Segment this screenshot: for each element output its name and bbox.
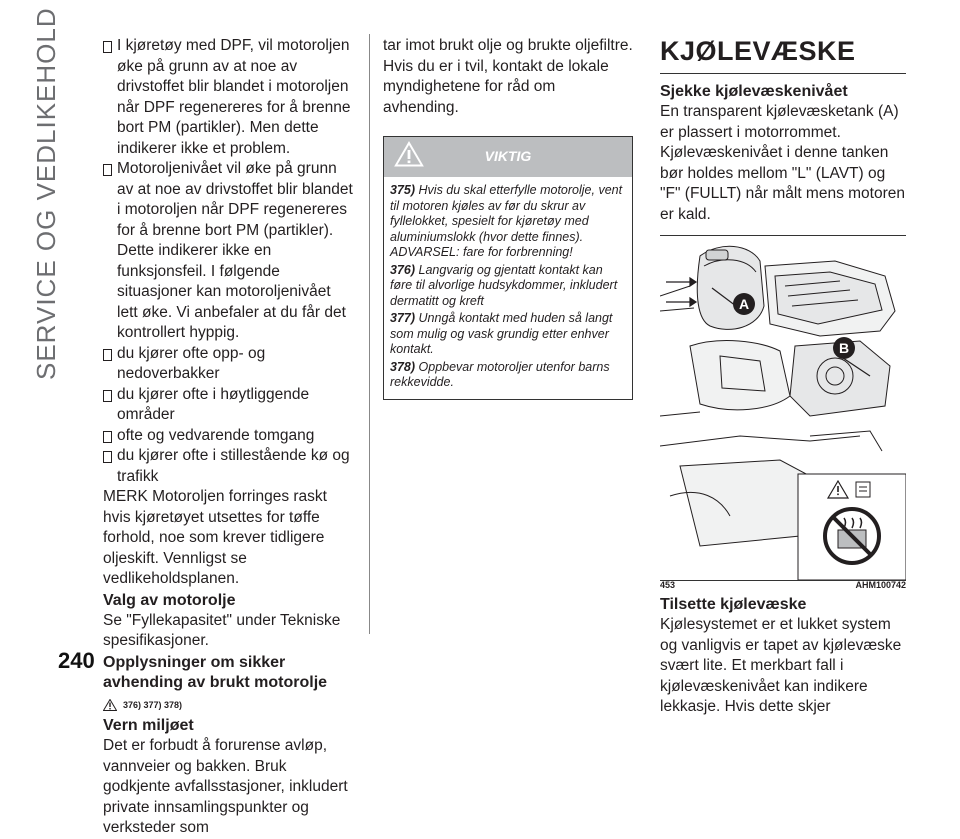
bullet-item: du kjører ofte i høytliggende områder: [103, 385, 355, 426]
checkbox-icon: [103, 451, 112, 463]
checkbox-icon: [103, 164, 112, 176]
warning-item: 375) Hvis du skal etterfylle motorolje, vent til motoren kjøles av før du skrur av fyllelokket, spesielt for kjøretøy med aluminiumslokk (hvor dette finnes). ADVARSEL: fare for forbrenning!: [390, 183, 623, 259]
column-divider: [369, 34, 370, 634]
no-open-when-hot-icon: [825, 509, 879, 563]
checkbox-icon: [103, 41, 112, 53]
warning-body: [384, 177, 632, 399]
figure-caption: [660, 575, 906, 596]
warning-item: 376) Langvarig og gjentatt kontakt kan føre til alvorlige hudsykdommer, inkludert dermatitt og kreft: [390, 262, 618, 308]
section-rule: [660, 73, 906, 74]
bullet-item: du kjører ofte opp- og nedoverbakker: [103, 344, 355, 385]
warning-item: 378) Oppbevar motoroljer utenfor barns rekkevidde.: [390, 359, 610, 389]
checkbox-icon: [103, 390, 112, 402]
section-title: KJØLEVÆSKE: [660, 36, 856, 66]
bullet-item: Motoroljenivået vil øke på grunn av at noe av drivstoffet blir blandet i motoroljen når DPF regenereres for å brenne bort PM (partikler). Dette indikerer ikke en funksjonsfeil. I følgende situasjoner kan motoroljenivået lett øke. Vi anbefaler at du får det kontrollert hyppig.: [103, 159, 355, 344]
checkbox-icon: [103, 349, 112, 361]
column-2: [383, 36, 635, 400]
checkbox-icon: [103, 431, 112, 443]
tilsette-paragraph: Kjølesystemet er et lukket system og vanligvis er tapet av kjølevæske svært lite. Et merkbart fall i kjølevæskenivået kan indikere lekkasje. Hvis dette skjer: [660, 616, 902, 715]
bullet-item: I kjøretøy med DPF, vil motoroljen øke på grunn av at noe av drivstoffet blir blandet i motoroljen når DPF regenereres for å brenne bort PM (partikler). Men dette indikerer ikke et problem.: [103, 36, 355, 159]
vern-paragraph: Det er forbudt å forurense avløp, vannveier og bakken. Bruk godkjente avfallsstasjoner, inkludert private innsamlingspunkter og verksteder som: [103, 737, 348, 836]
bullet-item: ofte og vedvarende tomgang: [103, 426, 355, 447]
figure-number: 453: [660, 579, 676, 590]
warning-item: 377) Unngå kontakt med huden så langt som mulig og vask grundig etter enhver kontakt.: [390, 311, 613, 356]
engine-figure: [660, 235, 906, 590]
figure-code: AHM100742: [855, 579, 906, 590]
side-section-title: SERVICE OG VEDLIKEHOLD: [31, 7, 61, 380]
warning-header: [384, 137, 632, 177]
continuation-paragraph: tar imot brukt olje og brukte oljefiltre. Hvis du er i tvil, kontakt de lokale myndighetene for råd om avhending.: [383, 37, 633, 116]
callout-b: B: [838, 340, 850, 356]
warning-triangle-icon: [103, 699, 117, 711]
bullet-item: du kjører ofte i stillestående kø og trafikk: [103, 446, 355, 487]
heading-valg-av-motorolje: Valg av motorolje: [103, 591, 236, 609]
valg-paragraph: Se "Fyllekapasitet" under Tekniske spesifikasjoner.: [103, 611, 341, 649]
merk-paragraph: MERK Motoroljen forringes raskt hvis kjøretøyet utsettes for tøffe forhold, noe som krever tidligere oljeskift. Vennligst se vedlikeholdsplanen.: [103, 488, 327, 587]
warning-title: VIKTIG: [484, 148, 532, 164]
page-number: 240: [58, 648, 95, 673]
callout-a: A: [738, 296, 750, 312]
column-1: [103, 36, 355, 839]
heading-vern-miljoet: Vern miljøet: [103, 717, 194, 734]
column-3: [660, 36, 906, 718]
warning-box: [383, 136, 633, 400]
manual-book-icon: [856, 482, 870, 497]
heading-opplysninger: Opplysninger om sikker avhending av brukt motorolje: [103, 653, 328, 691]
heading-tilsette: Tilsette kjølevæske: [660, 596, 807, 613]
heading-sjekke: Sjekke kjølevæskenivået: [660, 83, 848, 100]
warning-refs: 376) 377) 378): [103, 695, 355, 716]
sjekke-paragraph: En transparent kjølevæsketank (A) er plassert i motorrommet. Kjølevæskenivået i denne tanken bør holdes mellom "L" (LAVT) og "F" (FULLT) når målt mens motoren er kald.: [660, 103, 905, 223]
engine-bay-illustration: [660, 236, 906, 580]
